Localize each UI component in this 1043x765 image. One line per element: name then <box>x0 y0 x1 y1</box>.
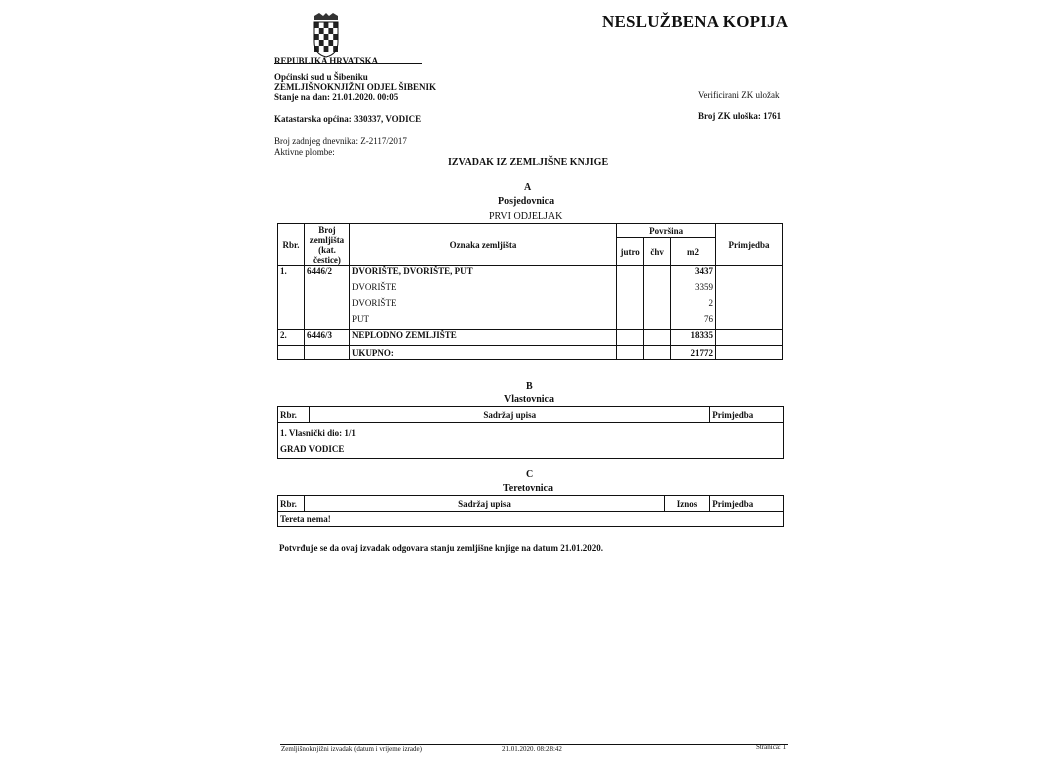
col-land-description: Oznaka zemljišta <box>349 224 616 266</box>
total-value: 21772 <box>671 346 716 360</box>
parcel-row <box>278 330 783 346</box>
active-seals: Aktivne plombe: <box>274 147 335 157</box>
section-a-name: Posjedovnica <box>498 196 555 207</box>
parcel-oznaka: PUT <box>349 314 616 330</box>
parcel-rbr <box>278 298 305 314</box>
court-name: Općinski sud u Šibeniku <box>274 72 368 82</box>
state-name: REPUBLIKA HRVATSKA <box>274 56 379 66</box>
c-col-content: Sadržaj upisa <box>305 496 665 512</box>
ownership-share: 1. Vlasnički dio: 1/1 <box>280 428 356 438</box>
possession-table <box>277 223 783 360</box>
owner-name: GRAD VODICE <box>280 444 345 454</box>
parcel-oznaka: DVORIŠTE <box>349 282 616 298</box>
status-date: Stanje na dan: 21.01.2020. 00:05 <box>274 92 399 102</box>
parcel-broj <box>304 298 349 314</box>
footer-date: 21.01.2020. 08:28:42 <box>502 745 562 753</box>
document-title: IZVADAK IZ ZEMLJIŠNE KNJIGE <box>448 157 609 168</box>
ownership-entry <box>278 423 784 459</box>
parcel-m2: 18335 <box>671 330 716 346</box>
parcel-row <box>278 314 783 330</box>
col-rbr: Rbr. <box>278 224 305 266</box>
c-col-amount: Iznos <box>664 496 709 512</box>
parcel-oznaka: DVORIŠTE <box>349 298 616 314</box>
last-journal-number: Broj zadnjeg dnevnika: Z-2117/2017 <box>274 136 407 146</box>
section-b-letter: B <box>526 381 533 392</box>
col-parcel-number: Broj zemljišta (kat. čestice) <box>304 224 349 266</box>
section-a-letter: A <box>524 182 532 193</box>
parcel-oznaka: DVORIŠTE, DVORIŠTE, PUT <box>349 266 616 282</box>
cadastral-municipality: Katastarska općina: 330337, VODICE <box>274 114 422 124</box>
col-m2: m2 <box>671 238 716 266</box>
c-col-remark: Primjedba <box>710 496 784 512</box>
confirmation-text: Potvrđuje se da ovaj izvadak odgovara stanju zemljišne knjige na datum 21.01.2020. <box>279 543 604 553</box>
parcel-m2: 3437 <box>671 266 716 282</box>
parcel-broj: 6446/3 <box>304 330 349 346</box>
parcel-row <box>278 266 783 282</box>
b-col-rbr: Rbr. <box>278 407 310 423</box>
parcel-m2: 76 <box>671 314 716 330</box>
verified-label: Verificirani ZK uložak <box>698 90 780 100</box>
croatian-coat-of-arms-icon <box>310 12 342 58</box>
section-c-name: Teretovnica <box>503 483 553 494</box>
parcel-rbr: 2. <box>278 330 305 346</box>
parcel-oznaka: NEPLODNO ZEMLJIŠTE <box>349 330 616 346</box>
parcel-rbr <box>278 282 305 298</box>
b-col-content: Sadržaj upisa <box>310 407 710 423</box>
section-b-name: Vlastovnica <box>504 394 554 405</box>
parcel-row <box>278 298 783 314</box>
col-jutro: jutro <box>617 238 644 266</box>
header-divider <box>274 63 422 64</box>
unofficial-copy-watermark: NESLUŽBENA KOPIJA <box>602 12 789 31</box>
col-chv: čhv <box>644 238 671 266</box>
parcel-m2: 2 <box>671 298 716 314</box>
parcel-m2: 3359 <box>671 282 716 298</box>
parcel-broj <box>304 314 349 330</box>
parcel-broj: 6446/2 <box>304 266 349 282</box>
parcel-rbr: 1. <box>278 266 305 282</box>
total-label: UKUPNO: <box>349 346 616 360</box>
department-name: ZEMLJIŠNOKNJIŽNI ODJEL ŠIBENIK <box>274 82 437 92</box>
parcel-rbr <box>278 314 305 330</box>
col-area: Površina <box>617 224 716 238</box>
ownership-table <box>277 406 784 459</box>
b-col-remark: Primjedba <box>710 407 784 423</box>
section-a-subname: PRVI ODJELJAK <box>489 211 563 222</box>
section-c-letter: C <box>526 469 534 480</box>
no-encumbrance: Tereta nema! <box>278 512 784 527</box>
parcel-row <box>278 282 783 298</box>
c-col-rbr: Rbr. <box>278 496 305 512</box>
encumbrance-table <box>277 495 784 527</box>
col-remark: Primjedba <box>716 224 783 266</box>
parcel-broj <box>304 282 349 298</box>
footer-page: Stranica: 1 <box>756 743 787 751</box>
footer-left: Zemljišnoknjižni izvadak (datum i vrijeme izrade) <box>281 745 422 753</box>
zk-number: Broj ZK uloška: 1761 <box>698 111 782 121</box>
document-page <box>250 0 795 765</box>
